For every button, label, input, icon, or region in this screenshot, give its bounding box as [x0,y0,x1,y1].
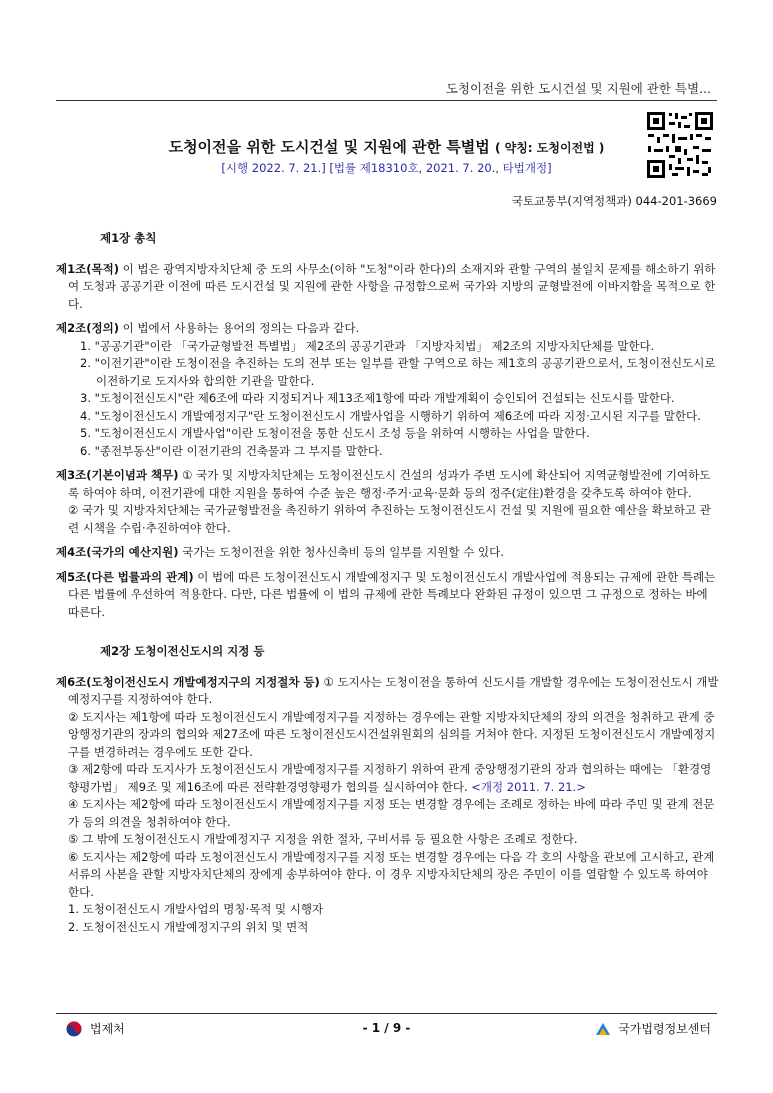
list-item: 3. "도청이전신도시"란 제6조에 따라 지정되거나 제13조제1항에 따라 개발계획이 승인되어 건설되는 신도시를 말한다. [80,391,675,405]
article-heading: 제2조(정의) [56,321,119,335]
article-paragraph: ⑤ 그 밖에 도청이전신도시 개발예정지구 지정을 위한 절차, 구비서류 등 필요한 사항은 조례로 정한다. [68,832,578,846]
footer-divider [56,1013,717,1014]
amendment-note[interactable]: <개정 2011. 7. 21.> [467,779,586,794]
article-6 [56,674,719,937]
footer-source [594,1020,711,1037]
article-text: 이 법에서 사용하는 용어의 정의는 다음과 같다. [118,321,360,335]
footer-left-text: 법제처 [90,1022,125,1036]
article-heading: 제4조(국가의 예산지원) [56,545,179,559]
running-title: 도청이전을 위한 도시건설 및 지원에 관한 특별... [445,81,711,96]
article-heading: 제5조(다른 법률과의 관계) [56,569,194,584]
page-number: - 1 / 9 - [362,1021,411,1035]
article-3 [56,467,719,537]
article-paragraph: ② 국가 및 지방자치단체는 국가균형발전을 촉진하기 위하여 추진하는 도청이전신도시 건설 및 지원에 필요한 예산을 확보하고 관련 시책을 수립·추진하여야 한다. [68,503,711,535]
header-divider [56,100,717,101]
paragraph-text: ③ 제2항에 따라 도지사가 도청이전신도시 개발예정지구를 지정하기 위하여 관계 중앙행정기관의 장과 협의하는 때에는 「환경영향평가법」 제9조 및 제16조에 따른 전략환경영향평가 협의를 실시하여야 한다. [68,762,712,794]
article-paragraph: ① 국가 및 지방자치단체는 도청이전신도시 건설의 성과가 주변 도시에 확산되어 지역균형발전에 기여하도록 하여야 하며, 이전기관에 대한 지원을 통하여 수준 높은 행정·주거·교육·문화 등의 정주(定住)환경을 갖추도록 하여야 한다. [68,468,711,500]
list-item: 1. "공공기관"이란 「국가균형발전 특별법」 제2조의 공공기관과 「지방자치법」 제2조의 지방자치단체를 말한다. [80,338,655,353]
list-item: 1. 도청이전신도시 개발사업의 명칭·목적 및 시행자 [68,902,324,916]
article-paragraph: ④ 도지사는 제2항에 따라 도청이전신도시 개발예정지구를 지정 또는 변경할 경우에는 조례로 정하는 바에 따라 주민 및 관계 전문가 등의 의견을 청취하여야 한다. [68,797,715,829]
article-paragraph: ② 도지사는 제1항에 따라 도청이전신도시 개발예정지구를 지정하는 경우에는 관할 지방자치단체의 장의 의견을 청취하고 관계 중앙행정기관의 장과의 협의와 제27조에 따른 도청이전신도시건설위원회의 심의를 거쳐야 한다. 지정된 도청이전신도시 개발예정지구를 변경하려는 경우에도 또한 같다. [68,709,716,759]
article-2 [56,320,719,460]
list-item: 2. "이전기관"이란 도청이전을 추진하는 도의 전부 또는 일부를 관할 구역으로 하는 제1호의 공공기관으로서, 도청이전신도시로 이전하기로 도지사와 합의한 기관을 말한다. [80,356,716,388]
law-title [0,136,773,157]
article-paragraph: ⑥ 도지사는 제2항에 따라 도청이전신도시 개발예정지구를 지정 또는 변경할 경우에는 다음 각 호의 사항을 관보에 고시하고, 관계 서류의 사본을 관할 지방자치단체의 장에게 송부하여야 한다. 이 경우 지방자치단체의 장은 주민이 이를 열람할 수 있도록 하여야 한다. [68,849,715,899]
list-item: 2. 도청이전신도시 개발예정지구의 위치 및 면적 [68,919,309,934]
article-paragraph [68,761,719,796]
law-enforcement-info[interactable]: [시행 2022. 7. 21.] [법률 제18310호, 2021. 7. 20., 타법개정] [221,161,552,175]
article-1 [56,261,719,314]
article-4 [56,544,719,562]
article-heading: 제6조(도청이전신도시 개발예정지구의 지정절차 등) [56,674,320,689]
article-paragraph: ① 도지사는 도청이전을 통하여 신도시를 개발할 경우에는 도청이전신도시 개발예정지구를 지정하여야 한다. [68,674,719,706]
article-text: 이 법은 광역지방자치단체 중 도의 사무소(이하 "도청"이라 한다)의 소재지와 관할 구역의 불일치 문제를 해소하기 위하여 도청과 공공기관 이전에 따른 도시건설 및 지원에 관한 사항을 규정함으로써 국가와 지방의 균형발전에 이바지함을 목적으로 한다. [68,261,716,311]
list-item: 5. "도청이전신도시 개발사업"이란 도청이전을 통한 신도시 조성 등을 위하여 시행하는 사업을 말한다. [80,426,590,440]
law-abbreviation: ( 약칭: 도청이전법 ) [494,141,605,155]
article-text: 이 법에 따른 도청이전신도시 개발예정지구 및 도청이전신도시 개발사업에 적용되는 규제에 관한 특례는 다른 법률에 우선하여 적용한다. 다만, 다른 법률에 이 법의 규제에 관한 특례보다 완화된 규정이 있으면 그 규정으로 정하는 바에 따른다. [68,569,716,619]
law-info-center-logo-icon [594,1021,612,1037]
law-body [56,230,719,943]
article-heading: 제3조(기본이념과 책무) [56,468,179,482]
law-title-text: 도청이전을 위한 도시건설 및 지원에 관한 특별법 [168,138,490,156]
list-item: 6. "종전부동산"이란 이전기관의 건축물과 그 부지를 말한다. [80,443,383,458]
list-item: 4. "도청이전신도시 개발예정지구"란 도청이전신도시 개발사업을 시행하기 위하여 제6조에 따라 지정·고시된 지구를 말한다. [80,408,701,423]
chapter-heading: 제2장 도청이전신도시의 지정 등 [100,644,265,658]
ministry-contact: 국토교통부(지역정책과) 044-201-3669 [511,194,717,208]
article-5 [56,569,719,622]
chapter-heading: 제1장 총칙 [100,231,157,245]
article-heading: 제1조(목적) [56,261,119,276]
footer-right-text: 국가법령정보센터 [618,1022,711,1036]
article-text: 국가는 도청이전을 위한 청사신축비 등의 일부를 지원할 수 있다. [178,545,504,559]
